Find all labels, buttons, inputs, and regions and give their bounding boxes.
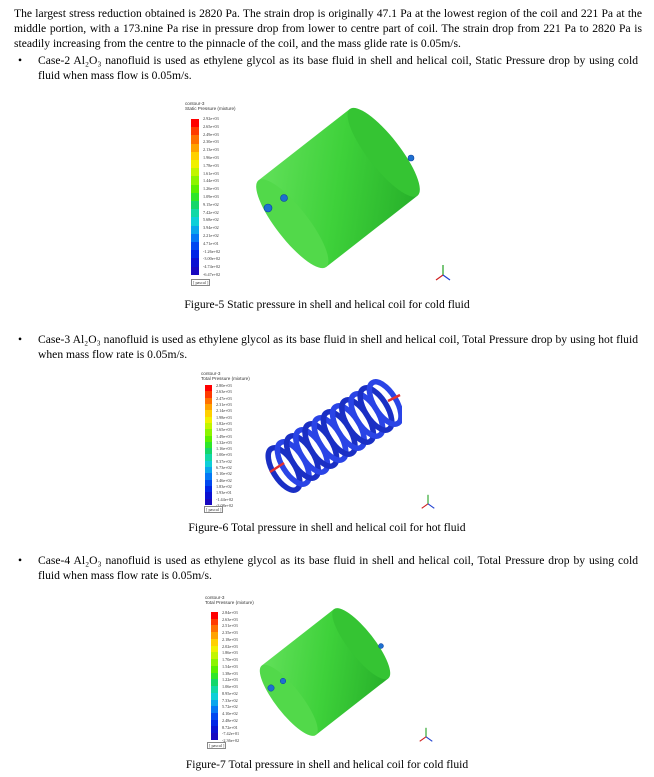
legend-title-contour: contour-3	[185, 101, 205, 106]
tick-label: 7.42e+02	[203, 209, 219, 215]
scale-color-band	[191, 258, 199, 266]
scale-color-band	[211, 679, 218, 686]
scale-color-band	[211, 686, 218, 693]
scale-color-band	[211, 726, 218, 733]
tick-label: 2.47e+03	[216, 395, 232, 401]
tick-label: 1.26e+03	[203, 186, 219, 192]
tick-label: 4.71e+01	[203, 240, 219, 246]
scale-color-band	[205, 499, 212, 505]
tick-label: 2.18e+03	[222, 636, 238, 642]
axis-triad-icon	[419, 493, 437, 511]
scale-color-band	[191, 209, 199, 217]
tick-label: 1.54e+03	[222, 663, 238, 669]
figure-6	[194, 367, 464, 515]
scale-color-band	[191, 176, 199, 184]
legend-title-quantity: Total Pressure (mixture)	[205, 600, 254, 606]
tick-label: 1.09e+03	[203, 194, 219, 199]
scale-color-band	[191, 193, 199, 201]
tick-label: -6.47e+02	[203, 272, 221, 277]
scale-color-band	[191, 144, 199, 152]
case-2-text: Case-2 Al₂O₃ nanofluid is used as ethylene glycol as its base fluid in shell and helical coil, Static Pressure drop by using cold fluid when mass flow is 0.05m/s.	[38, 54, 638, 83]
scale-color-band	[191, 217, 199, 225]
shell-cylinder-render	[248, 103, 428, 273]
tick-label: 1.16e+03	[216, 446, 232, 452]
bullet-icon: •	[18, 54, 23, 67]
tick-label: 1.61e+03	[203, 170, 219, 176]
shell-cylinder-render	[255, 602, 395, 742]
tick-label: 2.49e+03	[203, 131, 219, 137]
scale-color-band	[211, 733, 218, 740]
bullet-icon: •	[18, 333, 23, 346]
figure-5-caption: Figure-5 Static pressure in shell and helical coil for cold fluid	[184, 298, 470, 311]
tick-label: 2.30e+03	[203, 139, 219, 145]
figure-5-color-scale	[191, 119, 199, 275]
tick-label: 1.70e+03	[222, 657, 238, 663]
tick-label: 2.63e+03	[216, 389, 232, 395]
scale-color-band	[191, 135, 199, 143]
tick-label: 1.49e+03	[216, 433, 232, 439]
scale-color-band	[191, 242, 199, 250]
scale-color-band	[211, 713, 218, 720]
tick-label: 5.68e+02	[203, 217, 219, 223]
scale-color-band	[191, 119, 199, 127]
tick-label: 2.92e+03	[203, 116, 219, 121]
figure-5-legend	[185, 101, 236, 111]
figure-6-caption: Figure-6 Total pressure in shell and helical coil for hot fluid	[188, 521, 466, 534]
scale-color-band	[211, 666, 218, 673]
scale-color-band	[211, 612, 218, 619]
figure-5	[178, 93, 478, 289]
bullet-icon: •	[18, 554, 23, 567]
figure-6-color-scale	[205, 385, 212, 505]
tick-label: 8.72e+01	[222, 724, 238, 730]
tick-label: 2.84e+03	[222, 610, 238, 615]
tick-label: 2.65e+03	[203, 123, 219, 129]
tick-label: 1.82e+03	[216, 420, 232, 426]
tick-label: 9.15e+02	[203, 201, 219, 207]
scale-color-band	[211, 639, 218, 646]
tick-label: 6.73e+02	[216, 465, 232, 471]
tick-label: 1.38e+03	[222, 670, 238, 676]
tick-label: 2.51e+03	[222, 623, 238, 629]
tick-label: 1.98e+03	[216, 414, 232, 420]
helical-coil-render	[262, 379, 402, 499]
case-3-text: Case-3 Al₂O₃ nanofluid is used as ethylene glycol as its base fluid in shell and helical coil, Total Pressure drop by using hot fluid when mass flow rate is 0.05m/s.	[38, 333, 638, 362]
tick-label: -4.74e+02	[203, 264, 221, 270]
scale-color-band	[191, 185, 199, 193]
scale-color-band	[211, 632, 218, 639]
tick-label: 4.10e+02	[222, 711, 238, 717]
tick-label: -1.44e+02	[216, 496, 234, 502]
scale-color-band	[191, 168, 199, 176]
tick-label: 1.06e+03	[222, 684, 238, 690]
scale-color-band	[191, 152, 199, 160]
tick-label: -2.36e+02	[222, 738, 240, 743]
scale-color-band	[211, 652, 218, 659]
tick-label: 3.94e+02	[203, 225, 219, 231]
figure-5-tick-labels	[203, 116, 243, 277]
scale-color-band	[211, 625, 218, 632]
tick-label: 2.13e+03	[203, 147, 219, 153]
tick-label: -3.00e+02	[203, 256, 221, 262]
tick-label: 5.10e+02	[216, 471, 232, 477]
tick-label: 7.33e+02	[222, 697, 238, 703]
legend-title-contour: contour-3	[205, 595, 225, 600]
tick-label: 2.14e+03	[216, 408, 232, 414]
scale-color-band	[211, 659, 218, 666]
figure-6-unit: [ pascal ]	[206, 507, 222, 512]
scale-color-band	[191, 250, 199, 258]
tick-label: 3.46e+02	[216, 477, 232, 483]
scale-color-band	[191, 226, 199, 234]
legend-title-quantity: Static Pressure (mixture)	[185, 106, 236, 112]
tick-label: 2.35e+03	[222, 630, 238, 636]
figure-7-color-scale	[211, 612, 218, 740]
tick-label: -1.26e+02	[203, 248, 221, 254]
scale-color-band	[191, 201, 199, 209]
scale-color-band	[211, 720, 218, 727]
figure-6-tick-labels	[216, 383, 256, 508]
tick-label: 1.65e+03	[216, 427, 232, 433]
tick-label: 1.96e+03	[203, 155, 219, 160]
scale-color-band	[211, 700, 218, 707]
tick-label: 8.95e+02	[222, 690, 238, 696]
figure-7	[195, 592, 455, 752]
figure-7-legend	[205, 595, 254, 605]
scale-color-band	[191, 160, 199, 168]
tick-label: 1.93e+01	[216, 490, 232, 496]
axis-triad-icon	[417, 726, 435, 744]
tick-label: 1.86e+03	[222, 650, 238, 656]
scale-color-band	[211, 646, 218, 653]
intro-paragraph: The largest stress reduction obtained is 2820 Pa. The strain drop is originally 47.1 Pa at the lowest region of the coil and 221 Pa at the middle portion, with a 173.nine Pa rise in pressure drop from lower to centre part of coil. The strain drop from 221 Pa to 2820 Pa is steadily increasing from the centre to the pinnacle of the coil, and the mass glide rate is 0.05m/s.	[14, 7, 642, 51]
tick-label: 1.44e+03	[203, 178, 219, 184]
tick-label: 2.48e+02	[222, 717, 238, 723]
tick-label: 2.31e+03	[216, 401, 232, 407]
tick-label: 1.32e+03	[216, 439, 232, 445]
scale-color-band	[211, 619, 218, 626]
figure-7-caption: Figure-7 Total pressure in shell and helical coil for cold fluid	[185, 758, 469, 771]
tick-label: 5.72e+02	[222, 704, 238, 710]
tick-label: 1.83e+02	[216, 484, 232, 490]
tick-label: -7.42e+01	[222, 731, 240, 737]
axis-triad-icon	[433, 263, 453, 283]
scale-color-band	[191, 234, 199, 242]
tick-label: 2.63e+03	[222, 616, 238, 622]
tick-label: 1.22e+03	[222, 677, 238, 683]
tick-label: 2.80e+03	[216, 383, 232, 388]
figure-6-legend	[201, 371, 250, 381]
scale-color-band	[211, 673, 218, 680]
scale-color-band	[211, 706, 218, 713]
figure-5-unit: [ pascal ]	[193, 280, 209, 285]
scale-color-band	[191, 267, 199, 275]
scale-color-band	[191, 127, 199, 135]
figure-7-unit: [ pascal ]	[209, 743, 225, 748]
tick-label: 1.00e+03	[216, 452, 232, 458]
legend-title-contour: contour-3	[201, 371, 221, 376]
tick-label: 1.78e+03	[203, 162, 219, 168]
tick-label: 2.02e+03	[222, 643, 238, 649]
case-4-text: Case-4 Al₂O₃ nanofluid is used as ethylene glycol as its base fluid in shell and helical coil, Total Pressure drop by using cold fluid when mass flow rate is 0.05m/s.	[38, 554, 638, 583]
tick-label: 8.37e+02	[216, 458, 232, 464]
tick-label: -3.08e+02	[216, 503, 234, 508]
scale-color-band	[211, 693, 218, 700]
tick-label: 2.21e+02	[203, 233, 219, 238]
legend-title-quantity: Total Pressure (mixture)	[201, 376, 250, 382]
